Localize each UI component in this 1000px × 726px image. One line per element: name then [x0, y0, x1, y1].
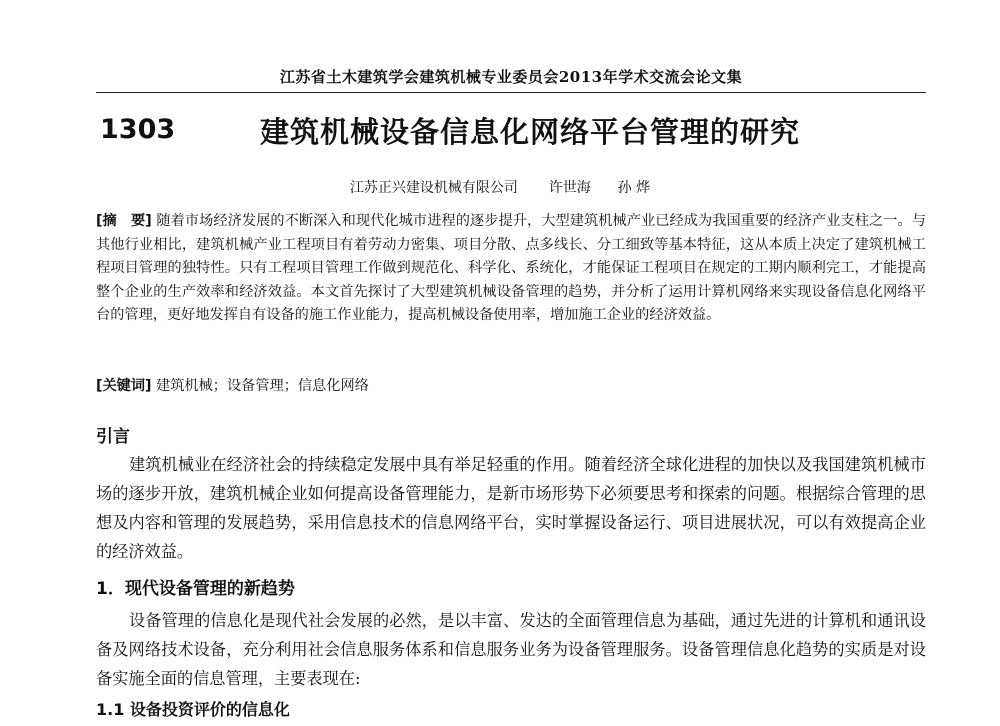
- keywords-text: 建筑机械；设备管理；信息化网络: [156, 378, 369, 394]
- paper-number: 1303: [100, 114, 176, 145]
- section-heading-1: 1．现代设备管理的新趋势: [96, 579, 295, 599]
- keywords-label: [关键词]: [96, 378, 152, 394]
- author-2: 孙 烨: [617, 180, 651, 196]
- author-line: [0, 177, 1000, 197]
- section-1-paragraph: 设备管理的信息化是现代社会发展的必然，是以丰富、发达的全面管理信息为基础，通过先进的计算机和通讯设备及网络技术设备，充分利用社会信息服务体系和信息服务业务为设备管理服务。设备管理信息化趋势的实质是对设备实施全面的信息管理，主要表现在:: [96, 611, 926, 688]
- keywords: [96, 375, 926, 398]
- subsection-heading-1-1: 1.1 设备投资评价的信息化: [96, 700, 290, 719]
- affiliation: 江苏正兴建设机械有限公司: [349, 180, 518, 196]
- intro-paragraph: 建筑机械业在经济社会的持续稳定发展中具有举足轻重的作用。随着经济全球化进程的加快以及我国建筑机械市场的逐步开放，建筑机械企业如何提高设备管理能力，是新市场形势下必须要思考和探索的问题。根据综合管理的思想及内容和管理的发展趋势，采用信息技术的信息网络平台，实时掌握设备运行、项目进展状况，可以有效提高企业的经济效益。: [96, 455, 926, 561]
- abstract-label: [摘 要]: [96, 213, 152, 229]
- author-1: 许世海: [548, 180, 591, 196]
- header-rule: [96, 92, 926, 93]
- paper-title: 建筑机械设备信息化网络平台管理的研究: [260, 115, 801, 149]
- section-heading-intro: 引言: [96, 427, 130, 447]
- running-head: 江苏省土木建筑学会建筑机械专业委员会2013年学术交流会论文集: [279, 68, 743, 86]
- abstract-text: 随着市场经济发展的不断深入和现代化城市进程的逐步提升，大型建筑机械产业已经成为我国重要的经济产业支柱之一。与其他行业相比，建筑机械产业工程项目有着劳动力密集、项目分散、点多线长、分工细致等基本特征，这从本质上决定了建筑机械工程项目管理的独特性。只有工程项目管理工作做到规范化、科学化、系统化，才能保证工程项目在规定的工期内顺利完工，才能提高整个企业的生产效率和经济效益。本文首先探讨了大型建筑机械设备管理的趋势，并分析了运用计算机网络来实现设备信息化网络平台的管理，更好地发挥自有设备的施工作业能力，提高机械设备使用率，增加施工企业的经济效益。: [96, 213, 926, 324]
- abstract: [96, 210, 926, 328]
